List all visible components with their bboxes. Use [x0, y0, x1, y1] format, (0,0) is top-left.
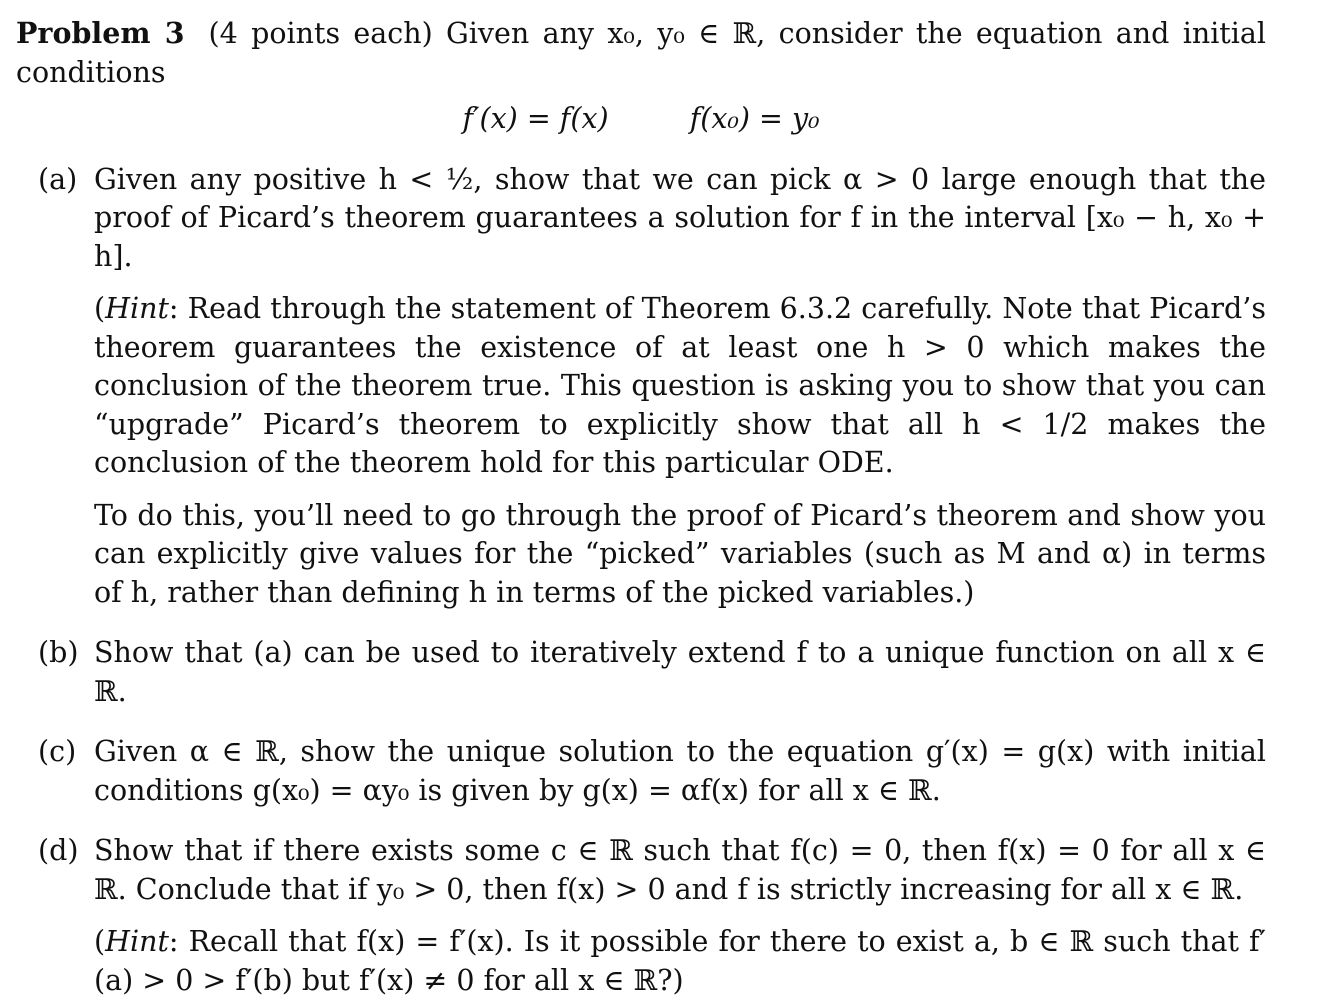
part-a	[16, 161, 1266, 613]
part-d-hint-text: Recall that f(x) = f′(x). Is it possible for there to exist a, b ∈ ℝ such that f′(a) > 0 > f′(b) but f′(x) ≠ 0 for all x ∈ ℝ?)	[94, 925, 1266, 997]
part-label: (d)	[38, 834, 79, 867]
problem-title: Problem 3	[16, 16, 185, 50]
hint-label: Hint	[105, 292, 169, 325]
part-label: (a)	[38, 162, 78, 196]
part-a-statement: Given any positive h < ½, show that we can pick α > 0 large enough that the proof of Picard’s theorem guarantees a solution for f in the interval [x₀ − h, x₀ + h].	[94, 162, 1266, 273]
initial-condition: f(x₀) = y₀	[689, 102, 820, 135]
part-c-statement: Given α ∈ ℝ, show the unique solution to the equation g′(x) = g(x) with initial conditions g(x₀) = αy₀ is given by g(x) = αf(x) for all x ∈ ℝ.	[94, 735, 1266, 807]
display-equations	[16, 100, 1266, 139]
ode-equation: f′(x) = f(x)	[462, 102, 609, 135]
part-b	[16, 634, 1266, 711]
part-label: (c)	[38, 735, 77, 768]
part-a-hint: (Hint: Read through the statement of Theorem 6.3.2 carefully. Note that Picard’s theorem guarantees the existence of at least one h > 0 which makes the conclusion of the theorem true. This question is asking you to show that you can “upgrade” Picard’s theorem to explicitly show that all h < 1/2 makes the conclusion of the theorem hold for this particular ODE.	[94, 292, 1266, 479]
problem-intro	[16, 14, 1266, 92]
part-b-statement: Show that (a) can be used to iteratively extend f to a unique function on all x ∈ ℝ.	[94, 636, 1266, 708]
problem-intro-text: (4 points each) Given any x₀, y₀ ∈ ℝ, consider the equation and initial conditions	[16, 17, 1266, 89]
part-d-hint: (Hint: Recall that f(x) = f′(x). Is it possible for there to exist a, b ∈ ℝ such that f′(a) > 0 > f′(b) but f′(x) ≠ 0 for all x ∈ ℝ?)	[94, 925, 1266, 997]
part-label: (b)	[38, 636, 79, 669]
part-a-hint-continued: To do this, you’ll need to go through the proof of Picard’s theorem and show you can explicitly give values for the “picked” variables (such as M and α) in terms of h, rather than defining h in terms of the picked variables.)	[94, 498, 1266, 609]
part-d	[16, 832, 1266, 1000]
problem-document	[16, 14, 1266, 1000]
part-d-statement: Show that if there exists some c ∈ ℝ such that f(c) = 0, then f(x) = 0 for all x ∈ ℝ. Conclude that if y₀ > 0, then f(x) > 0 and f is strictly increasing for all x ∈ ℝ.	[94, 834, 1266, 906]
part-c	[16, 733, 1266, 810]
part-a-hint-text: Read through the statement of Theorem 6.3.2 carefully. Note that Picard’s theorem guarantees the existence of at least one h > 0 which makes the conclusion of the theorem true. This question is asking you to show that you can “upgrade” Picard’s theorem to explicitly show that all h < 1/2 makes the conclusion of the theorem hold for this particular ODE.	[94, 292, 1266, 479]
hint-label: Hint	[105, 925, 169, 958]
